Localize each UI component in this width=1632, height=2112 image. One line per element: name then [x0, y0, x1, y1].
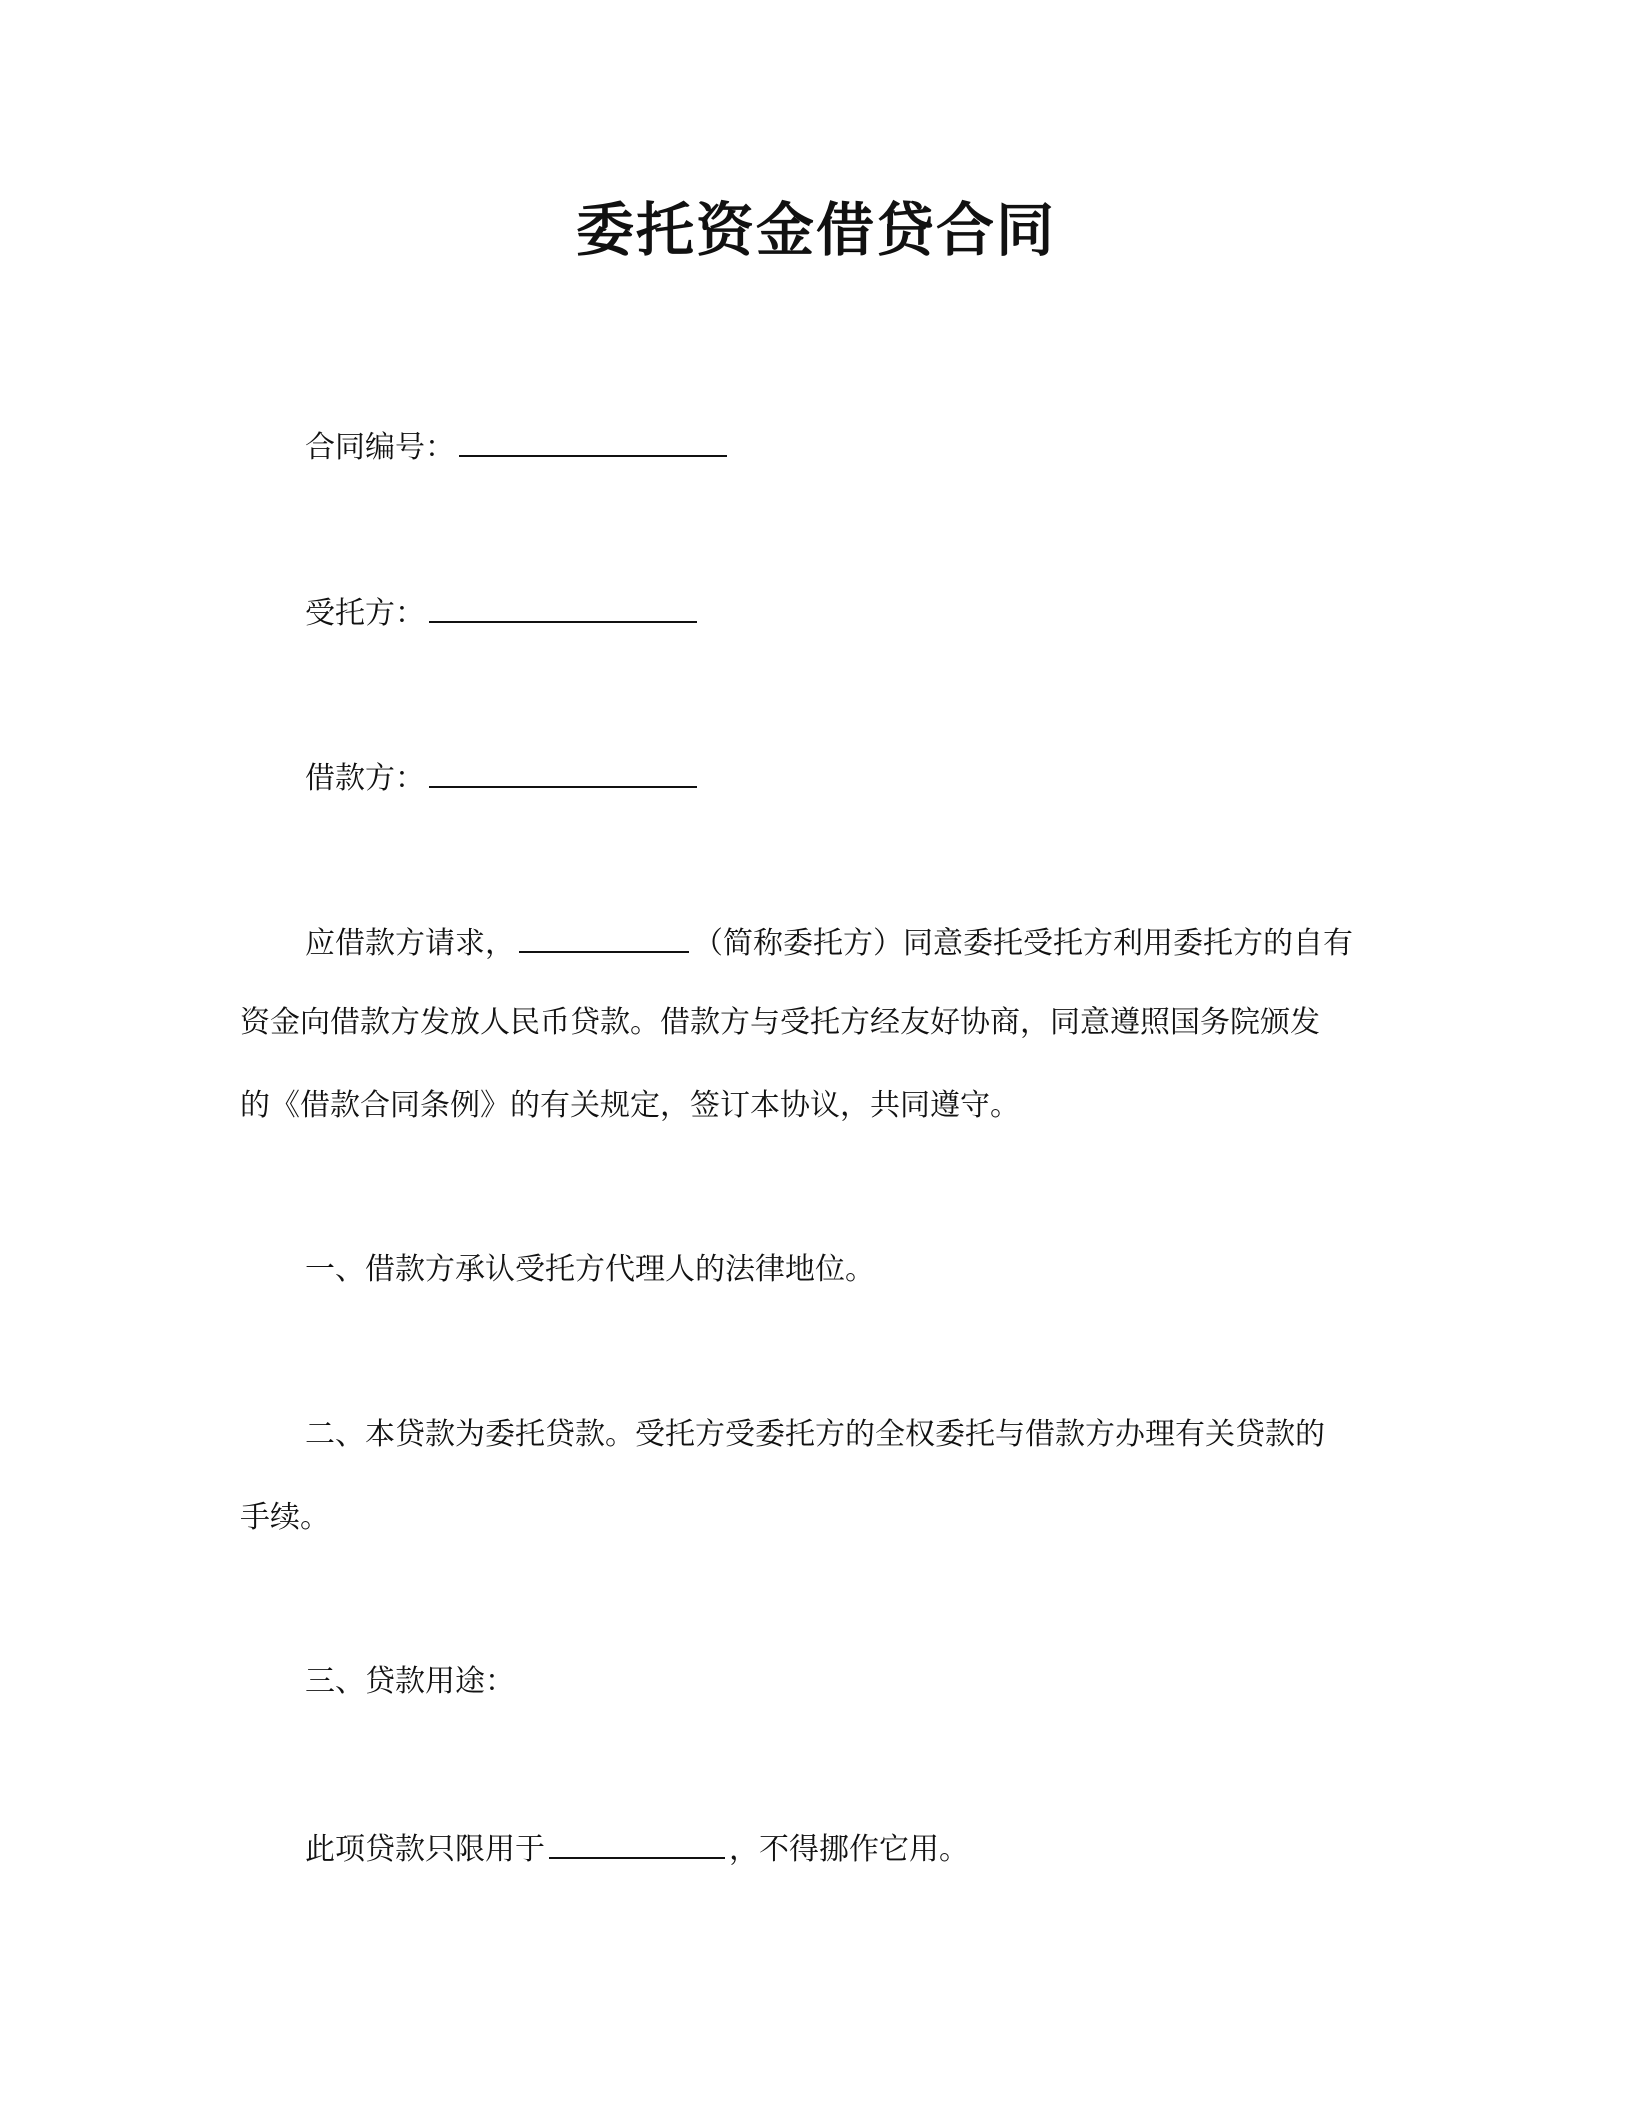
trustee-label: 受托方：: [305, 596, 425, 631]
purpose-blank: [549, 1827, 725, 1859]
document-title: 委托资金借贷合同: [575, 196, 1056, 264]
trustee-blank: [429, 591, 697, 623]
trustee-row: [305, 591, 701, 634]
clause-2-line-2: 手续。: [240, 1500, 330, 1535]
preamble-line-2: 资金向借款方发放人民币贷款。借款方与受托方经友好协商，同意遵照国务院颁发: [240, 1005, 1320, 1040]
contract-number-row: [305, 425, 731, 468]
borrower-blank: [429, 756, 697, 788]
principal-blank: [519, 921, 689, 953]
borrower-row: [305, 756, 701, 799]
clause-3-heading: 三、贷款用途：: [305, 1664, 515, 1699]
preamble-text-1b: （简称委托方）同意委托受托方利用委托方的自有: [693, 926, 1353, 961]
contract-number-label: 合同编号：: [305, 430, 455, 465]
preamble-text-1a: 应借款方请求，: [305, 926, 515, 961]
preamble-line-1: [305, 921, 1353, 964]
purpose-text-before: 此项贷款只限用于: [305, 1832, 545, 1867]
purpose-text-after: ，不得挪作它用。: [729, 1832, 969, 1867]
clause-3-purpose: [305, 1827, 969, 1870]
clause-2-line-1: 二、本贷款为委托贷款。受托方受委托方的全权委托与借款方办理有关贷款的: [305, 1417, 1325, 1452]
preamble-line-3: 的《借款合同条例》的有关规定，签订本协议，共同遵守。: [240, 1088, 1020, 1123]
contract-number-blank: [459, 425, 727, 457]
clause-1: 一、借款方承认受托方代理人的法律地位。: [305, 1252, 875, 1287]
borrower-label: 借款方：: [305, 761, 425, 796]
